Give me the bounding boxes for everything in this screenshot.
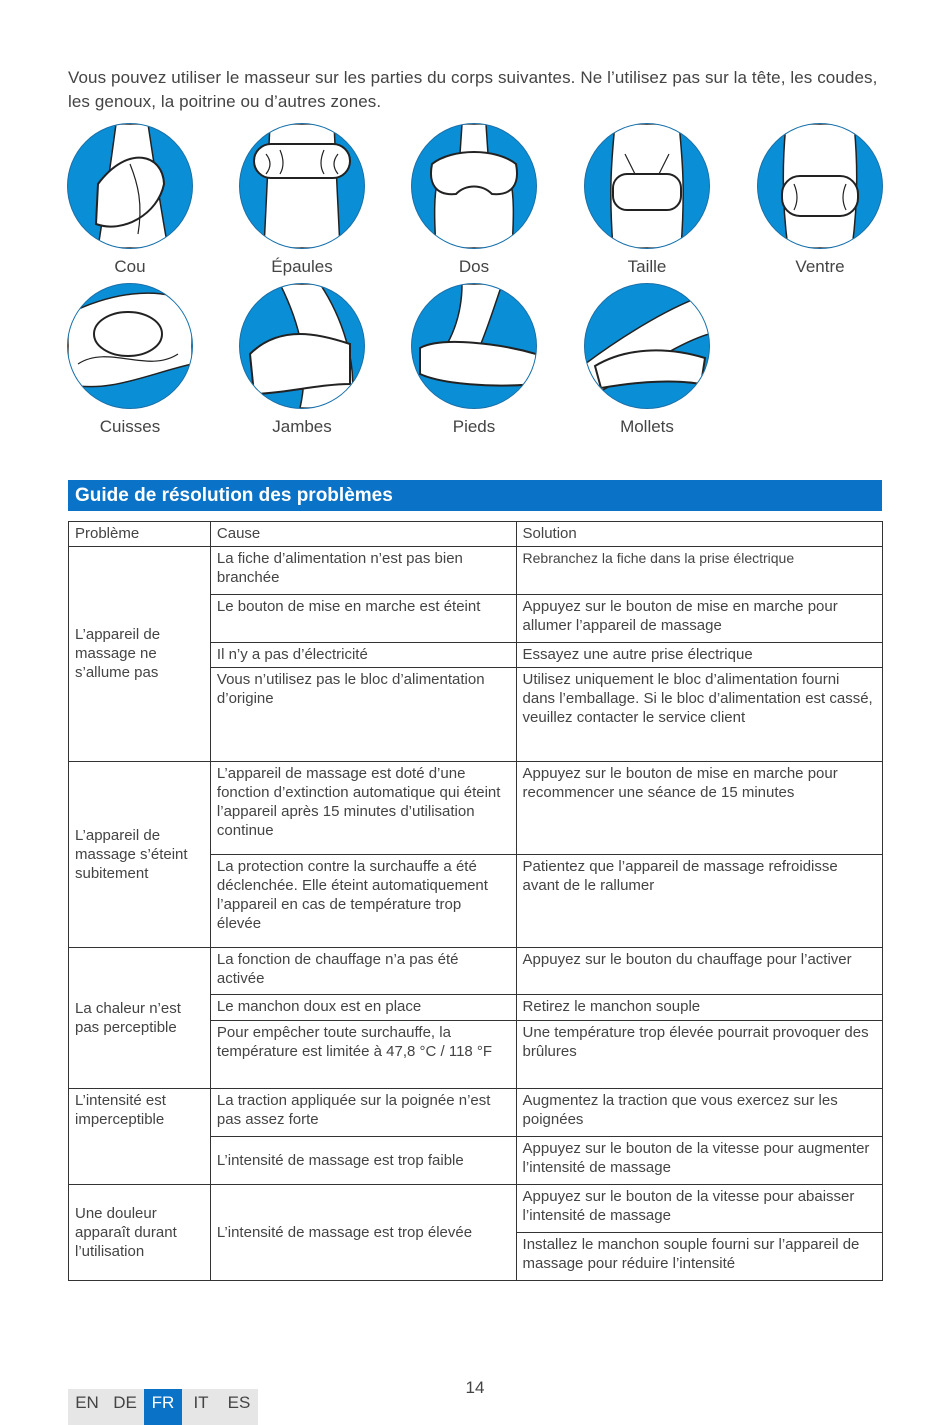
table-row bbox=[69, 762, 883, 855]
solution-cell: Utilisez uniquement le bloc d’alimentation fourni dans l’emballage. Si le bloc d’alimentation est cassé, veuillez contacter le service client bbox=[516, 668, 882, 762]
figure-caption: Ventre bbox=[795, 257, 845, 276]
figure-caption: Taille bbox=[627, 257, 667, 276]
figure-belly bbox=[757, 123, 883, 277]
figure-caption: Dos bbox=[458, 257, 490, 276]
cause-cell: L’intensité de massage est trop élevée bbox=[210, 1185, 516, 1281]
back-massage-icon bbox=[411, 123, 537, 249]
column-header: Problème bbox=[69, 522, 211, 547]
language-tab-en[interactable]: EN bbox=[68, 1389, 106, 1425]
figure-neck bbox=[67, 123, 193, 277]
figure-caption: Mollets bbox=[620, 417, 674, 436]
cause-cell: La fonction de chauffage n’a pas été activée bbox=[210, 948, 516, 995]
figure-thighs bbox=[67, 283, 193, 437]
figure-caption: Jambes bbox=[272, 417, 332, 436]
problem-cell: La chaleur n’est pas perceptible bbox=[69, 948, 211, 1089]
solution-cell: Une température trop élevée pourrait provoquer des brûlures bbox=[516, 1021, 882, 1089]
legs-massage-icon bbox=[239, 283, 365, 409]
cause-cell: La fiche d’alimentation n’est pas bien branchée bbox=[210, 547, 516, 595]
problem-cell: L’appareil de massage s’éteint subitement bbox=[69, 762, 211, 948]
belly-massage-icon bbox=[757, 123, 883, 249]
waist-massage-icon bbox=[584, 123, 710, 249]
language-tab-de[interactable]: DE bbox=[106, 1389, 144, 1425]
language-tab-fr[interactable]: FR bbox=[144, 1389, 182, 1425]
solution-cell: Augmentez la traction que vous exercez sur les poignées bbox=[516, 1089, 882, 1137]
page-number: 14 bbox=[465, 1378, 485, 1397]
problem-cell: L’intensité est imperceptible bbox=[69, 1089, 211, 1185]
figure-caption: Épaules bbox=[271, 257, 333, 276]
cause-cell: Vous n’utilisez pas le bloc d’alimentation d’origine bbox=[210, 668, 516, 762]
figure-caption: Cuisses bbox=[99, 417, 161, 436]
section-title: Guide de résolution des problèmes bbox=[68, 480, 882, 511]
problem-cell: Une douleur apparaît durant l’utilisation bbox=[69, 1185, 211, 1281]
solution-cell: Rebranchez la fiche dans la prise électrique bbox=[516, 547, 882, 595]
table-row bbox=[69, 547, 883, 595]
column-header: Solution bbox=[516, 522, 882, 547]
cause-cell: Il n’y a pas d’électricité bbox=[210, 643, 516, 668]
cause-cell: La traction appliquée sur la poignée n’est pas assez forte bbox=[210, 1089, 516, 1137]
solution-cell: Appuyez sur le bouton de la vitesse pour augmenter l’intensité de massage bbox=[516, 1137, 882, 1185]
problem-cell: L’appareil de massage ne s’allume pas bbox=[69, 547, 211, 762]
troubleshooting-table bbox=[68, 521, 883, 1281]
table-row bbox=[69, 1089, 883, 1137]
figure-caption: Pieds bbox=[452, 417, 496, 436]
cause-cell: L’appareil de massage est doté d’une fonction d’extinction automatique qui éteint l’appareil après 15 minutes d’utilisation continue bbox=[210, 762, 516, 855]
shoulders-massage-icon bbox=[239, 123, 365, 249]
language-tab-es[interactable]: ES bbox=[220, 1389, 258, 1425]
language-switcher bbox=[68, 1389, 258, 1425]
figure-feet bbox=[411, 283, 537, 437]
calves-massage-icon bbox=[584, 283, 710, 409]
figure-waist bbox=[584, 123, 710, 277]
solution-cell: Retirez le manchon souple bbox=[516, 995, 882, 1021]
solution-cell: Appuyez sur le bouton de mise en marche pour recommencer une séance de 15 minutes bbox=[516, 762, 882, 855]
figure-shoulders bbox=[239, 123, 365, 277]
solution-cell: Essayez une autre prise électrique bbox=[516, 643, 882, 668]
cause-cell: La protection contre la surchauffe a été déclenchée. Elle éteint automatiquement l’appareil en cas de température trop élevée bbox=[210, 855, 516, 948]
table-row bbox=[69, 948, 883, 995]
cause-cell: Le bouton de mise en marche est éteint bbox=[210, 595, 516, 643]
table-row bbox=[69, 1185, 883, 1233]
feet-massage-icon bbox=[411, 283, 537, 409]
figure-calves bbox=[584, 283, 710, 437]
figure-legs bbox=[239, 283, 365, 437]
cause-cell: Le manchon doux est en place bbox=[210, 995, 516, 1021]
table-header-row bbox=[69, 522, 883, 547]
cause-cell: Pour empêcher toute surchauffe, la température est limitée à 47,8 °C / 118 °F bbox=[210, 1021, 516, 1089]
solution-cell: Installez le manchon souple fourni sur l’appareil de massage pour réduire l’intensité bbox=[516, 1233, 882, 1281]
solution-cell: Appuyez sur le bouton du chauffage pour l’activer bbox=[516, 948, 882, 995]
thighs-massage-icon bbox=[67, 283, 193, 409]
intro-text: Vous pouvez utiliser le masseur sur les parties du corps suivantes. Ne l’utilisez pas sur la tête, les coudes, les genoux, la poitrine ou d’autres zones. bbox=[68, 68, 878, 111]
solution-cell: Appuyez sur le bouton de la vitesse pour abaisser l’intensité de massage bbox=[516, 1185, 882, 1233]
column-header: Cause bbox=[210, 522, 516, 547]
figure-caption: Cou bbox=[114, 257, 146, 276]
cause-cell: L’intensité de massage est trop faible bbox=[210, 1137, 516, 1185]
figure-back bbox=[411, 123, 537, 277]
language-tab-it[interactable]: IT bbox=[182, 1389, 220, 1425]
solution-cell: Appuyez sur le bouton de mise en marche pour allumer l’appareil de massage bbox=[516, 595, 882, 643]
neck-massage-icon bbox=[67, 123, 193, 249]
solution-cell: Patientez que l’appareil de massage refroidisse avant de le rallumer bbox=[516, 855, 882, 948]
